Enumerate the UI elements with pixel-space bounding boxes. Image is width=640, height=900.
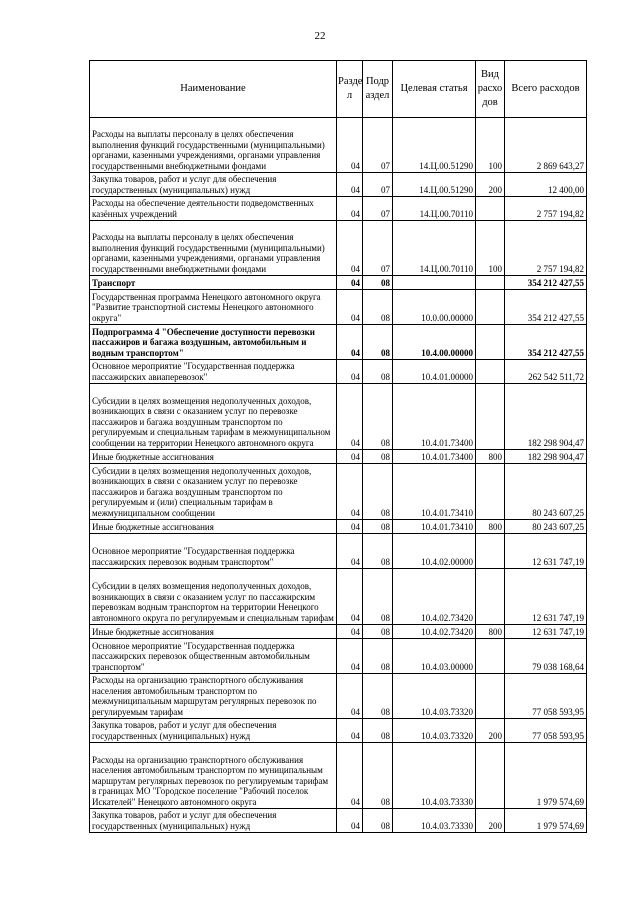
cell-section: 04	[337, 674, 363, 719]
cell-target: 14.Ц.00.70110	[393, 221, 476, 276]
cell-subsection: 08	[363, 290, 393, 325]
table-row	[90, 743, 587, 809]
cell-subsection: 08	[363, 674, 393, 719]
budget-table	[89, 60, 587, 833]
cell-type	[476, 325, 505, 360]
table-row	[90, 360, 587, 384]
cell-section: 04	[337, 118, 363, 173]
table-row	[90, 384, 587, 450]
cell-type	[476, 197, 505, 221]
cell-target: 14.Ц.00.51290	[393, 173, 476, 197]
cell-type: 100	[476, 118, 505, 173]
cell-name: Субсидии в целях возмещения недополученных доходов, возникающих в связи с оказанием услуг по перевозке пассажиров и багажа воздушным транспортом по регулируемым и (или) специальным тарифам в межмуниципальном сообщении	[90, 464, 337, 520]
cell-type	[476, 464, 505, 520]
table-row	[90, 173, 587, 197]
table-row	[90, 450, 587, 464]
cell-total: 354 212 427,55	[505, 276, 587, 290]
cell-section: 04	[337, 276, 363, 290]
cell-subsection: 08	[363, 450, 393, 464]
cell-target: 10.4.03.73320	[393, 719, 476, 743]
table-row	[90, 625, 587, 639]
cell-total: 12 400,00	[505, 173, 587, 197]
cell-target: 10.4.01.73410	[393, 520, 476, 534]
cell-name: Подпрограмма 4 "Обеспечение доступности перевозки пассажиров и багажа воздушным, автомобильным и водным транспортом"	[90, 325, 337, 360]
cell-total: 12 631 747,19	[505, 534, 587, 569]
cell-subsection: 07	[363, 173, 393, 197]
cell-section: 04	[337, 520, 363, 534]
cell-total: 262 542 511,72	[505, 360, 587, 384]
cell-name: Расходы на организацию транспортного обслуживания населения автомобильным транспортом по межмуниципальным маршрутам регулярных перевозок по регулируемым тарифам	[90, 674, 337, 719]
cell-total: 77 058 593,95	[505, 674, 587, 719]
table-header-row	[90, 61, 587, 118]
table-row	[90, 221, 587, 276]
cell-target: 10.4.02.73420	[393, 625, 476, 639]
cell-target: 10.4.03.73330	[393, 743, 476, 809]
cell-type	[476, 743, 505, 809]
cell-type	[476, 674, 505, 719]
header-target: Целевая статья	[393, 61, 476, 118]
cell-section: 04	[337, 325, 363, 360]
cell-type: 800	[476, 450, 505, 464]
cell-total: 354 212 427,55	[505, 325, 587, 360]
cell-subsection: 07	[363, 221, 393, 276]
cell-total: 1 979 574,69	[505, 743, 587, 809]
cell-section: 04	[337, 290, 363, 325]
cell-name: Иные бюджетные ассигнования	[90, 520, 337, 534]
cell-section: 04	[337, 534, 363, 569]
cell-total: 2 757 194,82	[505, 197, 587, 221]
cell-section: 04	[337, 450, 363, 464]
cell-total: 354 212 427,55	[505, 290, 587, 325]
cell-name: Основное мероприятие "Государственная поддержка пассажирских перевозок водным транспортом"	[90, 534, 337, 569]
cell-section: 04	[337, 360, 363, 384]
header-name: Наименование	[90, 61, 337, 118]
cell-target: 10.4.00.00000	[393, 325, 476, 360]
cell-total: 182 298 904,47	[505, 384, 587, 450]
cell-type	[476, 569, 505, 625]
cell-type: 800	[476, 625, 505, 639]
cell-name: Закупка товаров, работ и услуг для обеспечения государственных (муниципальных) нужд	[90, 719, 337, 743]
table-row	[90, 520, 587, 534]
cell-target	[393, 276, 476, 290]
cell-name: Основное мероприятие "Государственная поддержка пассажирских перевозок общественным автомобильным транспортом"	[90, 639, 337, 674]
cell-target: 10.4.01.00000	[393, 360, 476, 384]
cell-target: 10.4.03.73330	[393, 809, 476, 833]
cell-total: 80 243 607,25	[505, 520, 587, 534]
cell-subsection: 08	[363, 520, 393, 534]
cell-subsection: 08	[363, 276, 393, 290]
cell-subsection: 08	[363, 809, 393, 833]
cell-subsection: 08	[363, 569, 393, 625]
cell-total: 80 243 607,25	[505, 464, 587, 520]
cell-section: 04	[337, 569, 363, 625]
page-number: 22	[314, 30, 326, 42]
cell-target: 10.0.00.00000	[393, 290, 476, 325]
cell-target: 10.4.01.73400	[393, 450, 476, 464]
cell-total: 182 298 904,47	[505, 450, 587, 464]
cell-total: 2 757 194,82	[505, 221, 587, 276]
cell-name: Транспорт	[90, 276, 337, 290]
cell-section: 04	[337, 719, 363, 743]
cell-subsection: 08	[363, 464, 393, 520]
cell-subsection: 08	[363, 743, 393, 809]
table-row	[90, 276, 587, 290]
cell-target: 14.Ц.00.70110	[393, 197, 476, 221]
cell-name: Расходы на организацию транспортного обслуживания населения автомобильным транспортом по муниципальным маршрутам регулярных перевозок по регулируемым тарифам в границах МО "Городское поселение "Рабочий поселок Искателей" Ненецкого автономного округа	[90, 743, 337, 809]
cell-type	[476, 290, 505, 325]
cell-total: 1 979 574,69	[505, 809, 587, 833]
cell-name: Государственная программа Ненецкого автономного округа "Развитие транспортной системы Ненецкого автономного округа"	[90, 290, 337, 325]
cell-name: Расходы на обеспечение деятельности подведомственных казённых учреждений	[90, 197, 337, 221]
cell-target: 10.4.02.73420	[393, 569, 476, 625]
cell-type	[476, 534, 505, 569]
cell-subsection: 08	[363, 534, 393, 569]
cell-name: Расходы на выплаты персоналу в целях обеспечения выполнения функций государственными (муниципальными) органами, казенными учреждениями, органами управления государственными внебюджетными фондами	[90, 118, 337, 173]
cell-target: 10.4.03.73320	[393, 674, 476, 719]
cell-subsection: 08	[363, 360, 393, 384]
cell-name: Субсидии в целях возмещения недополученных доходов, возникающих в связи с оказанием услуг по перевозке пассажиров и багажа воздушным транспортом по регулируемым и специальным тарифам в межмуниципальном сообщении на территории Ненецкого автономного округа	[90, 384, 337, 450]
cell-target: 10.4.02.00000	[393, 534, 476, 569]
cell-section: 04	[337, 197, 363, 221]
table-body	[90, 118, 587, 833]
cell-name: Расходы на выплаты персоналу в целях обеспечения выполнения функций государственными (муниципальными) органами, казенными учреждениями, органами управления государственными внебюджетными фондами	[90, 221, 337, 276]
table-row	[90, 534, 587, 569]
cell-total: 12 631 747,19	[505, 625, 587, 639]
cell-subsection: 08	[363, 325, 393, 360]
table-row	[90, 719, 587, 743]
header-type: Вид расхо дов	[476, 61, 505, 118]
cell-name: Закупка товаров, работ и услуг для обеспечения государственных (муниципальных) нужд	[90, 173, 337, 197]
cell-type: 200	[476, 719, 505, 743]
cell-type	[476, 360, 505, 384]
cell-subsection: 07	[363, 197, 393, 221]
cell-type: 200	[476, 173, 505, 197]
cell-section: 04	[337, 221, 363, 276]
header-section: Разде л	[337, 61, 363, 118]
cell-name: Закупка товаров, работ и услуг для обеспечения государственных (муниципальных) нужд	[90, 809, 337, 833]
table-row	[90, 569, 587, 625]
table-row	[90, 290, 587, 325]
cell-subsection: 07	[363, 118, 393, 173]
cell-type: 200	[476, 809, 505, 833]
cell-section: 04	[337, 625, 363, 639]
cell-name: Иные бюджетные ассигнования	[90, 625, 337, 639]
cell-type	[476, 276, 505, 290]
cell-name: Основное мероприятие "Государственная поддержка пассажирских авиаперевозок"	[90, 360, 337, 384]
cell-total: 77 058 593,95	[505, 719, 587, 743]
cell-subsection: 08	[363, 625, 393, 639]
cell-total: 12 631 747,19	[505, 569, 587, 625]
cell-type	[476, 639, 505, 674]
cell-type: 800	[476, 520, 505, 534]
cell-target: 10.4.01.73400	[393, 384, 476, 450]
cell-target: 10.4.03.00000	[393, 639, 476, 674]
table-row	[90, 674, 587, 719]
table-row	[90, 639, 587, 674]
table-row	[90, 197, 587, 221]
cell-target: 10.4.01.73410	[393, 464, 476, 520]
table-row	[90, 118, 587, 173]
table-row	[90, 809, 587, 833]
cell-name: Субсидии в целях возмещения недополученных доходов, возникающих в связи с оказанием услуг по пассажирским перевозкам водным транспортом на территории Ненецкого автономного округа по регулируемым и специальным тарифам	[90, 569, 337, 625]
table-row	[90, 325, 587, 360]
cell-type	[476, 384, 505, 450]
cell-section: 04	[337, 464, 363, 520]
cell-subsection: 08	[363, 719, 393, 743]
header-subsection: Подр аздел	[363, 61, 393, 118]
table-row	[90, 464, 587, 520]
cell-section: 04	[337, 639, 363, 674]
cell-section: 04	[337, 809, 363, 833]
cell-total: 79 038 168,64	[505, 639, 587, 674]
cell-total: 2 869 643,27	[505, 118, 587, 173]
header-total: Всего расходов	[505, 61, 587, 118]
cell-subsection: 08	[363, 639, 393, 674]
cell-subsection: 08	[363, 384, 393, 450]
cell-section: 04	[337, 743, 363, 809]
cell-section: 04	[337, 173, 363, 197]
cell-type: 100	[476, 221, 505, 276]
cell-section: 04	[337, 384, 363, 450]
cell-name: Иные бюджетные ассигнования	[90, 450, 337, 464]
cell-target: 14.Ц.00.51290	[393, 118, 476, 173]
